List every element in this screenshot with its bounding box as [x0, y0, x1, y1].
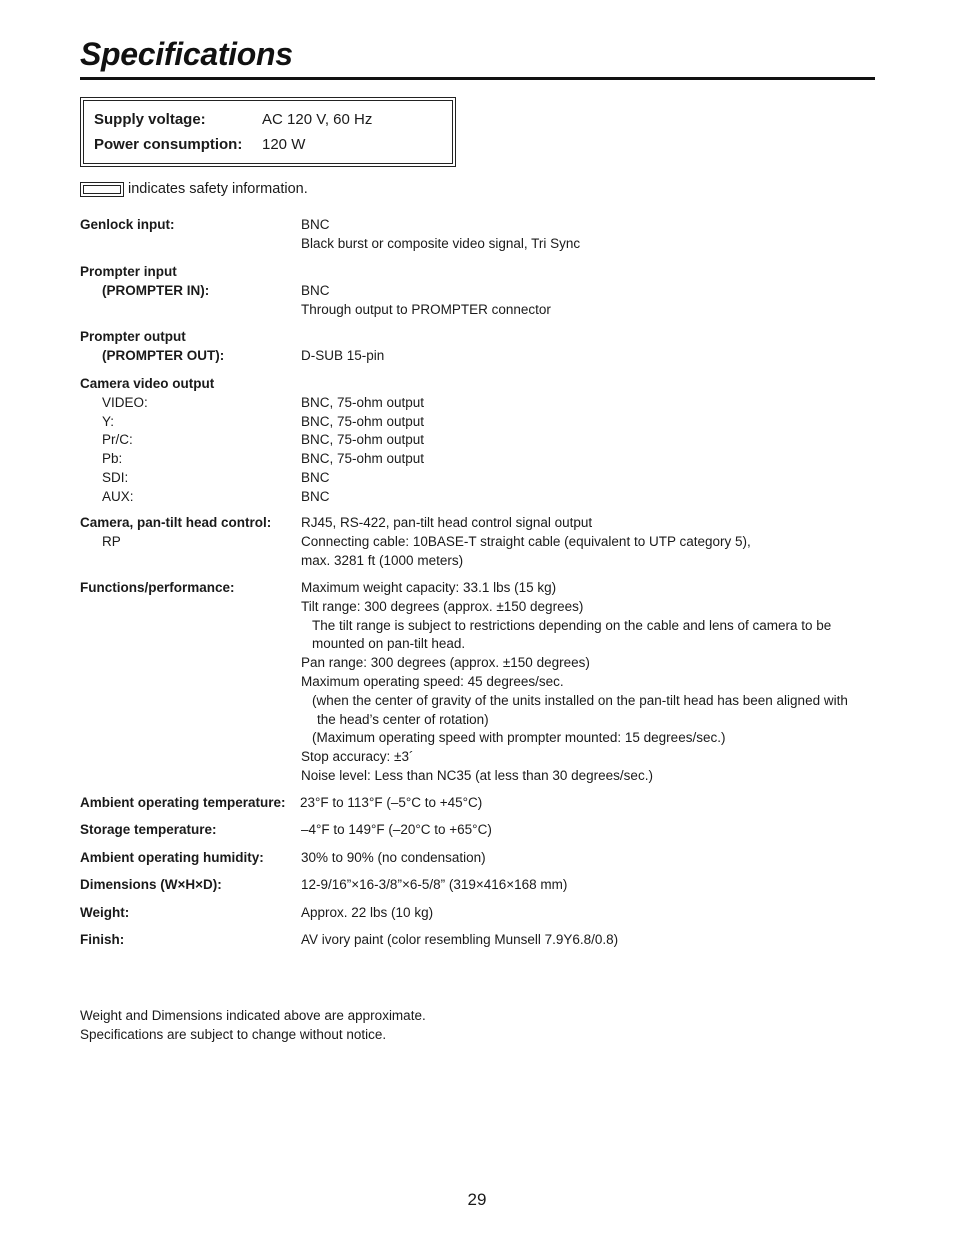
spec-sublabel: (PROMPTER OUT):	[102, 347, 225, 363]
spec-value: BNC	[301, 217, 330, 232]
safety-legend	[80, 181, 308, 197]
spec-prompter-in	[80, 263, 880, 319]
spec-value: (Maximum operating speed with prompter mounted: 15 degrees/sec.)	[312, 730, 726, 746]
power-consumption-value: 120 W	[262, 136, 306, 153]
spec-value: 12-9/16”×16-3/8”×6-5/8” (319×416×168 mm)	[301, 877, 568, 892]
title-rule	[80, 77, 875, 80]
spec-value: AV ivory paint (color resembling Munsell 7.9Y6.8/0.8)	[301, 932, 619, 947]
spec-value: Connecting cable: 10BASE-T straight cable (equivalent to UTP category 5),	[301, 533, 751, 549]
spec-label: Camera video output	[80, 376, 215, 391]
spec-weight	[80, 904, 880, 923]
supply-voltage-row	[94, 111, 372, 128]
spec-value: RJ45, RS-422, pan-tilt head control signal output	[301, 515, 593, 530]
safety-box-symbol-icon	[80, 182, 124, 197]
spec-sublabel: Pr/C:	[102, 432, 133, 448]
spec-sublabel: AUX:	[102, 488, 134, 504]
spec-value: The tilt range is subject to restrictions depending on the cable and lens of camera to be	[312, 617, 832, 633]
spec-control	[80, 514, 880, 570]
supply-voltage-label: Supply voltage:	[94, 111, 206, 128]
spec-value: Approx. 22 lbs (10 kg)	[301, 905, 434, 920]
spec-value: BNC, 75-ohm output	[301, 394, 425, 410]
spec-label: Genlock input:	[80, 217, 175, 232]
spec-value: Maximum operating speed: 45 degrees/sec.	[301, 673, 564, 689]
spec-value: mounted on pan-tilt head.	[312, 636, 466, 652]
spec-label: Prompter output	[80, 329, 186, 344]
spec-sublabel: SDI:	[102, 469, 129, 485]
spec-label: Ambient operating humidity:	[80, 850, 264, 865]
spec-value: –4°F to 149°F (–20°C to +65°C)	[301, 822, 492, 837]
page-title: Specifications	[80, 36, 293, 72]
spec-label: Functions/performance:	[80, 580, 235, 595]
safety-info-box-inner	[83, 100, 453, 164]
spec-value: Maximum weight capacity: 33.1 lbs (15 kg)	[301, 580, 557, 595]
spec-value: (when the center of gravity of the units installed on the pan-tilt head has been aligned with	[312, 692, 848, 708]
spec-storage-temperature	[80, 821, 880, 840]
spec-value: BNC, 75-ohm output	[301, 432, 425, 448]
spec-humidity	[80, 849, 880, 868]
spec-finish	[80, 931, 880, 950]
page-number: 29	[467, 1190, 487, 1209]
spec-label: Finish:	[80, 932, 125, 947]
power-consumption-label: Power consumption:	[94, 136, 243, 153]
spec-label: Weight:	[80, 905, 130, 920]
spec-value: Through output to PROMPTER connector	[301, 301, 551, 317]
spec-camera-video	[80, 375, 880, 507]
spec-label: Prompter input	[80, 264, 177, 279]
footnote: Specifications are subject to change without notice.	[80, 1027, 387, 1042]
spec-value: Stop accuracy: ±3´	[301, 749, 414, 765]
spec-dimensions	[80, 876, 880, 895]
spec-value: BNC	[301, 282, 330, 298]
spec-label: Camera, pan-tilt head control:	[80, 515, 272, 530]
spec-sublabel: RP	[102, 533, 121, 549]
power-consumption-row	[94, 136, 305, 153]
footnote: Weight and Dimensions indicated above are approximate.	[80, 1008, 426, 1023]
spec-value: max. 3281 ft (1000 meters)	[301, 552, 464, 568]
spec-genlock	[80, 216, 880, 254]
spec-value: BNC	[301, 469, 330, 485]
safety-legend-text: indicates safety information.	[128, 181, 308, 197]
safety-info-box	[80, 97, 456, 167]
spec-value: BNC	[301, 488, 330, 504]
spec-value: BNC, 75-ohm output	[301, 451, 425, 467]
spec-value: Black burst or composite video signal, Tri Sync	[301, 235, 581, 251]
spec-label: Ambient operating temperature:	[80, 795, 286, 810]
spec-functions	[80, 579, 880, 786]
spec-value: D-SUB 15-pin	[301, 347, 385, 363]
spec-value: Pan range: 300 degrees (approx. ±150 degrees)	[301, 655, 590, 671]
supply-voltage-value: AC 120 V, 60 Hz	[262, 111, 373, 128]
safety-box-symbol-inner	[83, 185, 121, 194]
spec-value: 30% to 90% (no condensation)	[301, 850, 486, 865]
spec-value: 23°F to 113°F (–5°C to +45°C)	[300, 795, 483, 810]
spec-sublabel: VIDEO:	[102, 394, 148, 410]
spec-label: Storage temperature:	[80, 822, 217, 837]
spec-sublabel: Y:	[102, 413, 115, 429]
spec-label: Dimensions (W×H×D):	[80, 877, 222, 892]
spec-value: Tilt range: 300 degrees (approx. ±150 degrees)	[301, 598, 584, 614]
spec-value: the head’s center of rotation)	[317, 711, 489, 727]
spec-prompter-out	[80, 328, 880, 366]
spec-value: BNC, 75-ohm output	[301, 413, 425, 429]
spec-sublabel: Pb:	[102, 451, 123, 467]
spec-value: Noise level: Less than NC35 (at less than 30 degrees/sec.)	[301, 767, 653, 783]
footnotes	[80, 1006, 426, 1044]
spec-sublabel: (PROMPTER IN):	[102, 282, 210, 298]
spec-ambient-temperature	[80, 794, 880, 813]
